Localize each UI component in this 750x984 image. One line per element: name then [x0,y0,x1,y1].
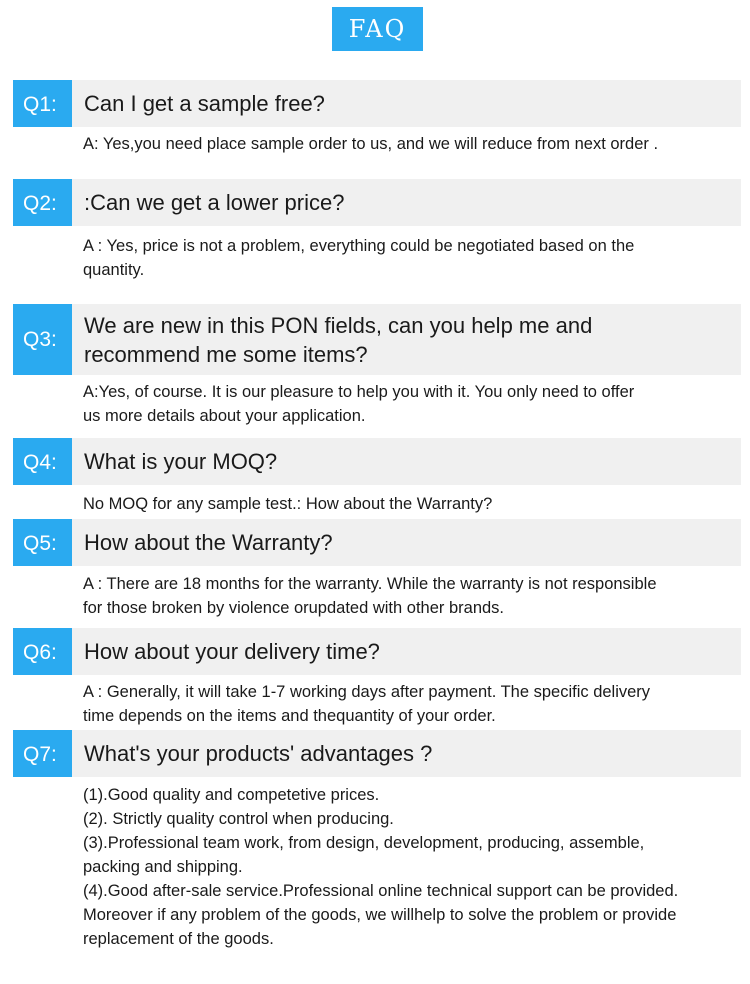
answer-line: A : Yes, price is not a problem, everything could be negotiated based on the [83,237,635,255]
answer-line: (1).Good quality and competetive prices. [83,786,380,804]
question-bar [72,304,741,375]
question-number-badge: Q4: [13,438,72,485]
question-text: How about your delivery time? [84,639,380,664]
answer-line: Moreover if any problem of the goods, we willhelp to solve the problem or provide [83,906,677,924]
answer-line: A: Yes,you need place sample order to us, and we will reduce from next order . [83,135,659,153]
answer-line: (4).Good after-sale service.Professional online technical support can be provided. [83,882,679,900]
answer-text [83,380,743,428]
question-bar [72,628,741,675]
answer-line: time depends on the items and thequantity of your order. [83,707,496,725]
answer-line: A:Yes, of course. It is our pleasure to help you with it. You only need to offer [83,383,635,401]
answer-text [83,572,743,620]
question-text: :Can we get a lower price? [84,190,345,215]
question-number-badge: Q2: [13,179,72,226]
answer-text [83,680,743,728]
answer-text [83,234,743,282]
question-bar [72,179,741,226]
question-text: What is your MOQ? [84,449,278,474]
question-bar [72,519,741,566]
question-number-badge: Q7: [13,730,72,777]
answer-line: us more details about your application. [83,407,366,425]
answer-line: No MOQ for any sample test.: How about the Warranty? [83,495,493,513]
answer-line: (3).Professional team work, from design, development, producing, assemble, [83,834,645,852]
faq-title: FAQ [332,7,423,51]
question-text: How about the Warranty? [84,530,333,555]
question-bar [72,80,741,127]
question-bar [72,730,741,777]
answer-line: quantity. [83,261,145,279]
answer-line: replacement of the goods. [83,930,274,948]
question-number-badge: Q5: [13,519,72,566]
question-text: What's your products' advantages ? [84,741,433,766]
question-number-badge: Q6: [13,628,72,675]
answer-line: packing and shipping. [83,858,243,876]
answer-line: (2). Strictly quality control when producing. [83,810,394,828]
answer-text [83,492,743,516]
question-text-line: recommend me some items? [84,341,368,367]
answer-line: A : There are 18 months for the warranty. While the warranty is not responsible [83,575,657,593]
question-bar [72,438,741,485]
answer-line: A : Generally, it will take 1-7 working days after payment. The specific delivery [83,683,651,701]
question-number-badge: Q1: [13,80,72,127]
answer-text [83,132,743,156]
question-number-badge: Q3: [13,304,72,375]
answer-line: for those broken by violence orupdated with other brands. [83,599,505,617]
answer-text [83,783,743,951]
question-text-line: We are new in this PON fields, can you help me and [84,312,593,338]
question-text: Can I get a sample free? [84,91,325,116]
